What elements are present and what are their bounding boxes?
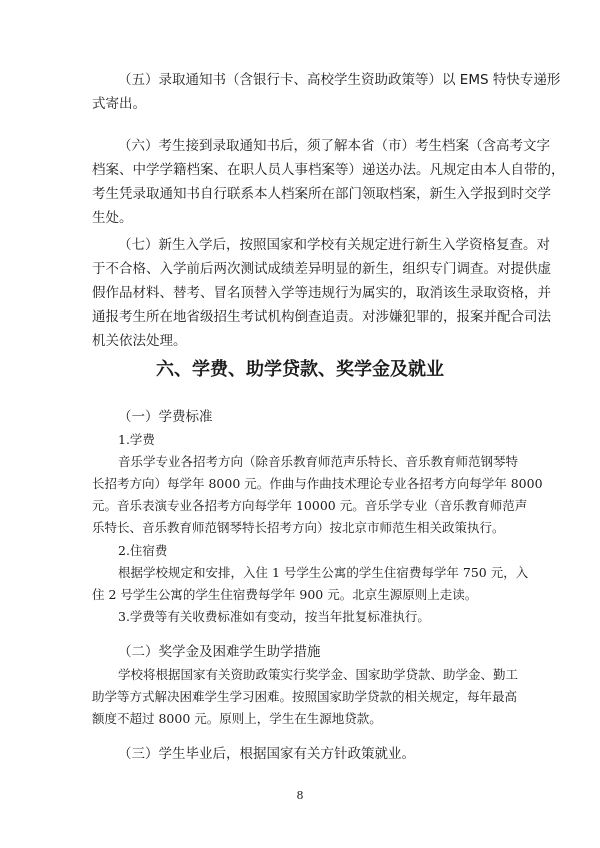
sub1-item1-line-3: 元。音乐表演专业各招考方向每学年 10000 元。音乐学专业（音乐教育师范声 bbox=[92, 498, 528, 513]
sub2-line-2: 助学等方式解决困难学生学习困难。按照国家助学贷款的相关规定，每年最高 bbox=[92, 689, 518, 704]
sub1-item1-title: 1.学费 bbox=[118, 432, 155, 447]
para7-line-1: （七）新生入学后，按照国家和学校有关规定进行新生入学资格复查。对 bbox=[118, 237, 550, 253]
page-number: 8 bbox=[296, 789, 304, 802]
para7-line-4: 通报考生所在地省级招生考试机构倒查追责。对涉嫌犯罪的，报案并配合司法 bbox=[92, 309, 551, 325]
sub1-item3: 3.学费等有关收费标准如有变动，按当年批复标准执行。 bbox=[118, 609, 430, 624]
section-heading: 六、学费、助学贷款、奖学金及就业 bbox=[156, 359, 444, 380]
sub1-item2-title: 2.住宿费 bbox=[118, 543, 168, 558]
sub1-item1-line-2: 长招考方向）每学年 8000 元。作曲与作曲技术理论专业各招考方向每学年 8000 bbox=[92, 476, 543, 491]
para6-line-1: （六）考生接到录取通知书后，须了解本省（市）考生档案（含高考文字 bbox=[118, 138, 550, 154]
para7-line-3: 假作品材料、替考、冒名顶替入学等违规行为属实的，取消该生录取资格，并 bbox=[92, 285, 551, 301]
sub2-title: （二）奖学金及困难学生助学措施 bbox=[118, 644, 321, 660]
para6-line-2: 档案、中学学籍档案、在职人员人事档案等）递送办法。凡规定由本人自带的， bbox=[92, 162, 565, 178]
para7-line-5: 机关依法处理。 bbox=[92, 333, 187, 349]
para6-line-3: 考生凭录取通知书自行联系本人档案所在部门领取档案，新生入学报到时交学 bbox=[92, 186, 551, 202]
sub2-line-3: 额度不超过 8000 元。原则上，学生在生源地贷款。 bbox=[92, 711, 382, 726]
sub1-item1-line-1: 音乐学专业各招考方向（除音乐教育师范声乐特长、音乐教育师范钢琴特 bbox=[118, 454, 519, 469]
sub1-item2-line-1: 根据学校规定和安排，入住 1 号学生公寓的学生住宿费每学年 750 元，入 bbox=[118, 565, 529, 580]
para5-line-2: 式寄出。 bbox=[92, 96, 146, 112]
sub1-item1-line-4: 乐特长、音乐教育师范钢琴特长招考方向）按北京市师范生相关政策执行。 bbox=[92, 520, 505, 535]
para5-line-1: （五）录取通知书（含银行卡、高校学生资助政策等）以 EMS 特快专递形 bbox=[118, 72, 561, 88]
para6-line-4: 生处。 bbox=[92, 210, 133, 226]
para7-line-2: 于不合格、入学前后两次测试成绩差异明显的新生，组织专门调查。对提供虚 bbox=[92, 261, 551, 277]
sub2-line-1: 学校将根据国家有关资助政策实行奖学金、国家助学贷款、助学金、勤工 bbox=[118, 667, 519, 682]
sub1-item2-line-2: 住 2 号学生公寓的学生住宿费每学年 900 元。北京生源原则上走读。 bbox=[92, 587, 478, 602]
sub1-title: （一）学费标准 bbox=[118, 409, 213, 425]
sub3-text: （三）学生毕业后，根据国家有关方针政策就业。 bbox=[118, 746, 415, 762]
